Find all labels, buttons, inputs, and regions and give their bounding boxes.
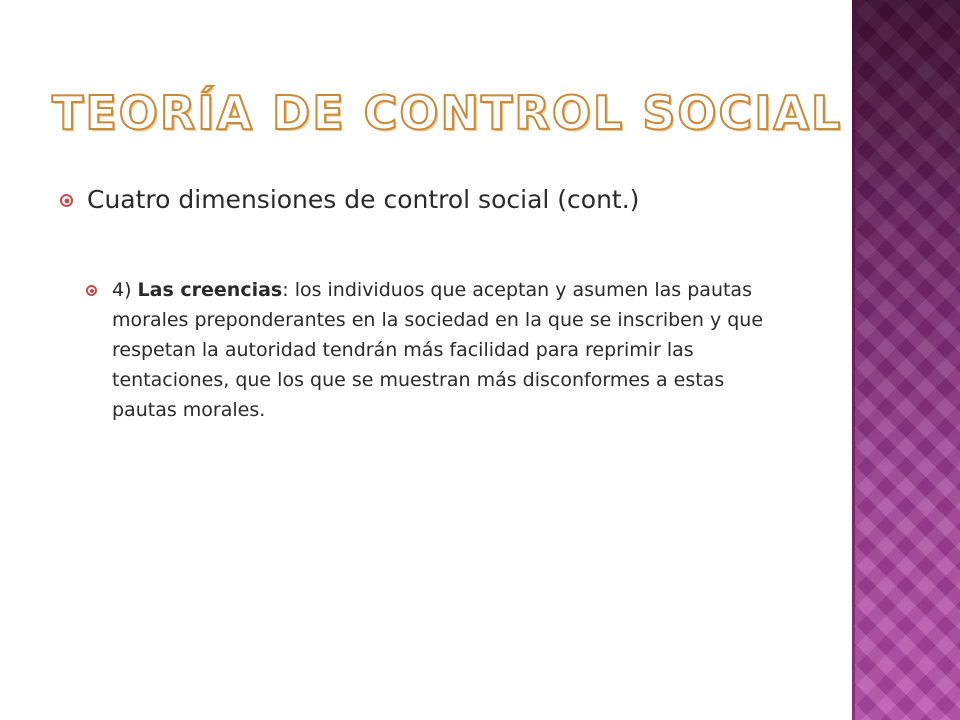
bullet-level-1 xyxy=(60,182,820,218)
decorative-side-band xyxy=(852,0,960,720)
circled-dot-bullet-icon xyxy=(60,194,73,207)
side-band-edge xyxy=(852,0,855,720)
bullet-level-1-text: Cuatro dimensiones de control social (cont.) xyxy=(87,185,640,214)
bold-term: Las creencias xyxy=(137,279,283,301)
bullet-prefix: 4) xyxy=(112,279,138,301)
slide-title: TEORÍA DE CONTROL SOCIAL xyxy=(52,86,843,140)
bullet-level-2 xyxy=(86,275,786,425)
bullet-body: : los individuos que aceptan y asumen las pautas morales preponderantes en la sociedad en la que se inscriben y que respetan la autoridad tendrán más facilidad para reprimir las tentaciones, que los que se muestran más disconformes a estas pautas morales. xyxy=(112,279,764,421)
bullet-level-2-text xyxy=(112,275,786,425)
circled-dot-bullet-icon xyxy=(86,285,97,296)
